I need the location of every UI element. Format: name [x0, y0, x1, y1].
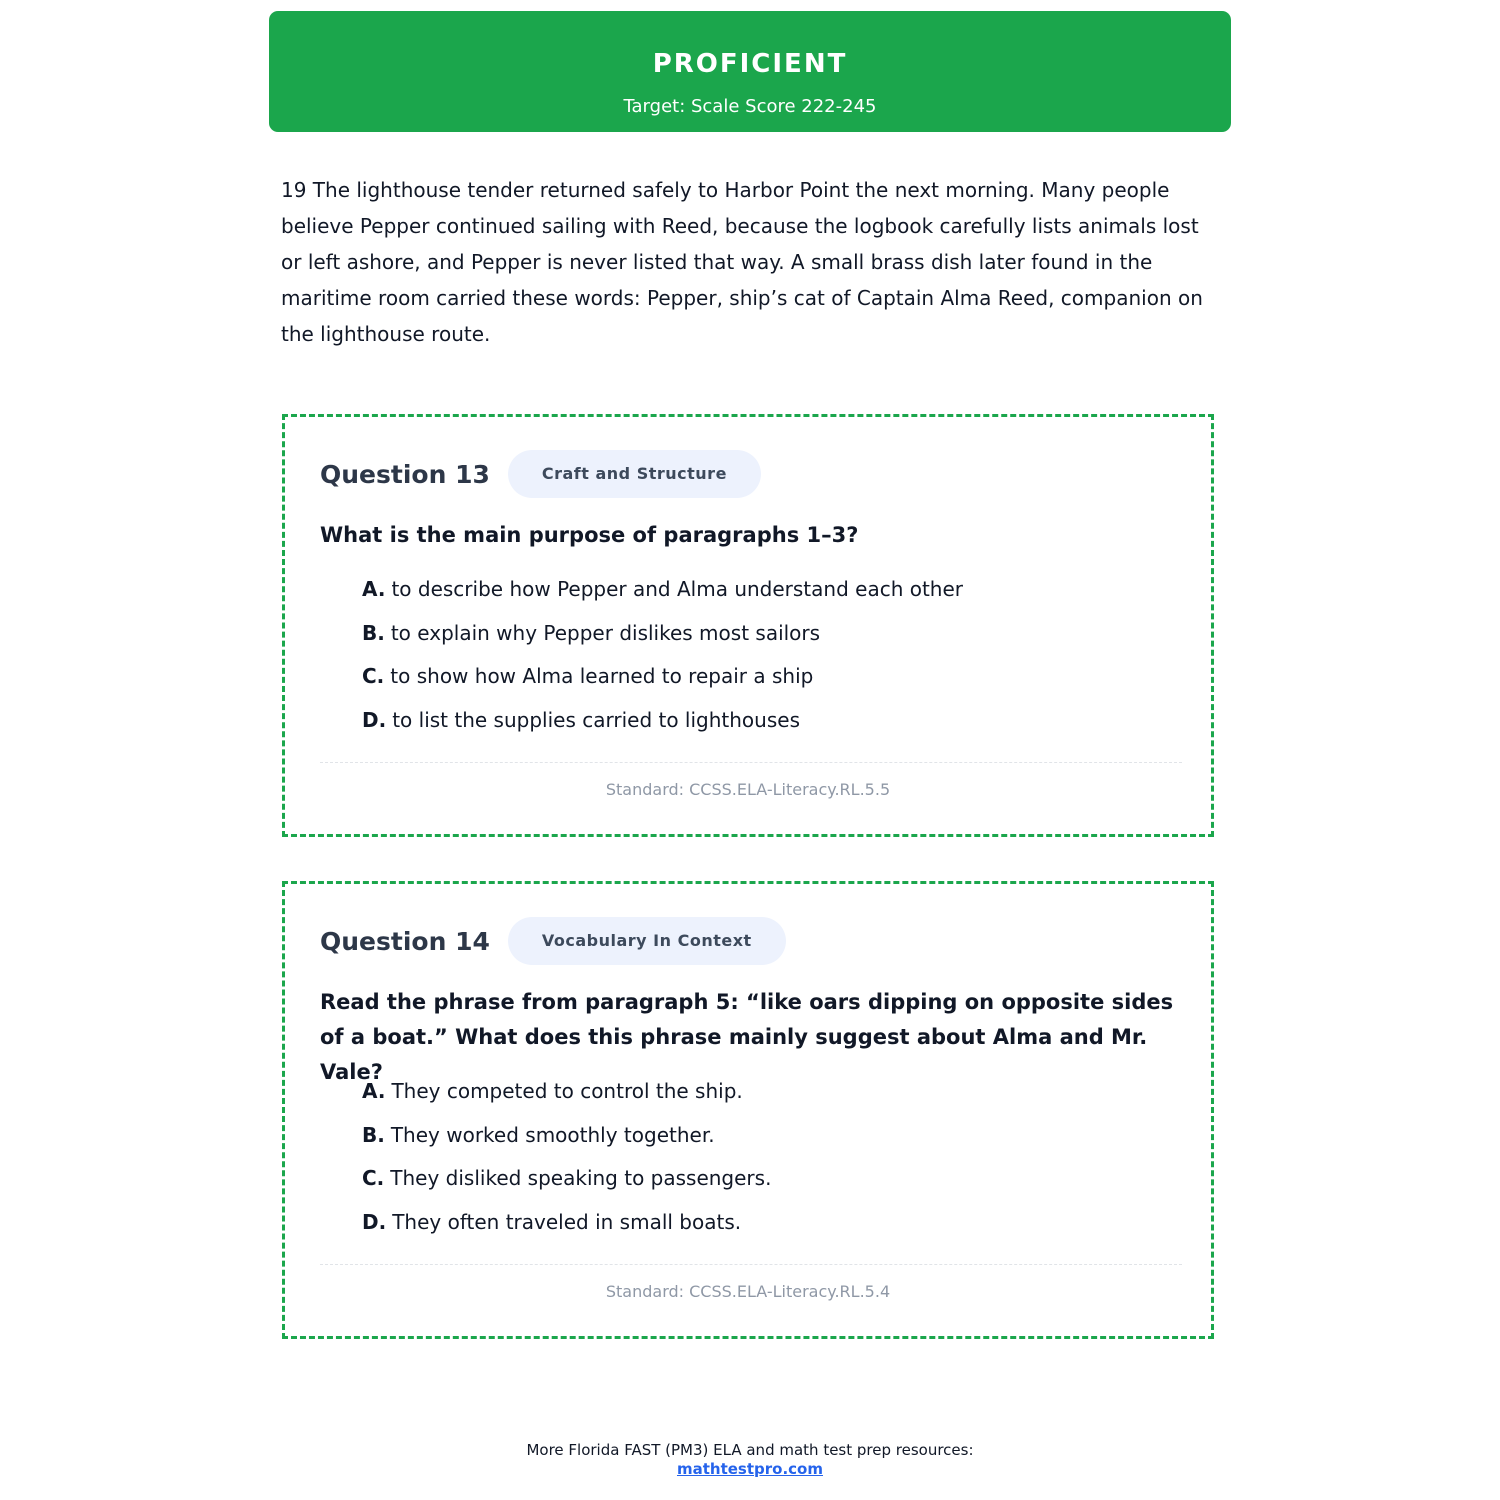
question-prompt: What is the main purpose of paragraphs 1–3? [320, 523, 859, 547]
option-text: to list the supplies carried to lighthouses [392, 707, 800, 732]
divider [320, 1264, 1182, 1265]
answer-option-d[interactable] [362, 706, 963, 750]
question-header [320, 449, 761, 499]
answer-option-b[interactable] [362, 1121, 771, 1165]
question-card-13 [282, 414, 1214, 837]
question-header [320, 916, 786, 966]
option-letter: B. [362, 620, 385, 645]
option-text: They disliked speaking to passengers. [390, 1166, 772, 1191]
level-title: PROFICIENT [652, 49, 848, 79]
option-letter: A. [362, 577, 386, 601]
category-badge: Craft and Structure [508, 450, 761, 498]
option-letter: B. [362, 1122, 385, 1147]
footer [0, 1441, 1500, 1479]
option-text: to show how Alma learned to repair a ship [390, 664, 814, 689]
answer-option-a[interactable] [362, 1077, 771, 1121]
answer-option-a[interactable] [362, 575, 963, 619]
question-number: Question 13 [320, 459, 490, 489]
question-prompt: Read the phrase from paragraph 5: “like oars dipping on opposite sides of a boat.” What does this phrase mainly suggest about Alma and Mr. Vale? [320, 990, 1174, 1084]
answer-option-c[interactable] [362, 1164, 771, 1208]
answer-option-c[interactable] [362, 662, 963, 706]
level-banner [269, 11, 1231, 132]
option-letter: D. [362, 707, 387, 732]
standard-label: Standard: CCSS.ELA-Literacy.RL.5.4 [605, 1282, 891, 1301]
answer-option-b[interactable] [362, 619, 963, 663]
answer-options [362, 575, 963, 749]
answer-option-d[interactable] [362, 1208, 771, 1252]
option-text: They worked smoothly together. [390, 1122, 715, 1147]
option-text: to describe how Pepper and Alma understand each other [391, 577, 964, 601]
passage-paragraph: 19 The lighthouse tender returned safely to Harbor Point the next morning. Many people believe Pepper continued sailing with Reed, because the logbook carefully lists animals lost or left ashore, and Pepper is never listed that way. A small brass dish later found in the maritime room carried these words: Pepper, ship’s cat of Captain Alma Reed, companion on the lighthouse route. [281, 178, 1203, 346]
option-text: They competed to control the ship. [391, 1079, 743, 1103]
category-badge: Vocabulary In Context [508, 917, 786, 965]
question-number: Question 14 [320, 926, 490, 956]
target-score: Target: Scale Score 222-245 [623, 96, 877, 117]
option-text: to explain why Pepper dislikes most sailors [390, 620, 821, 645]
divider [320, 762, 1182, 763]
footer-link[interactable]: mathtestpro.com [676, 1460, 823, 1478]
option-letter: A. [362, 1079, 386, 1103]
standard-label: Standard: CCSS.ELA-Literacy.RL.5.5 [605, 780, 891, 799]
option-letter: D. [362, 1209, 387, 1234]
footer-text: More Florida FAST (PM3) ELA and math test prep resources: [526, 1441, 974, 1459]
option-letter: C. [362, 1166, 385, 1191]
option-text: They often traveled in small boats. [392, 1209, 742, 1234]
option-letter: C. [362, 664, 385, 689]
answer-options [362, 1077, 771, 1251]
question-card-14 [282, 881, 1214, 1339]
